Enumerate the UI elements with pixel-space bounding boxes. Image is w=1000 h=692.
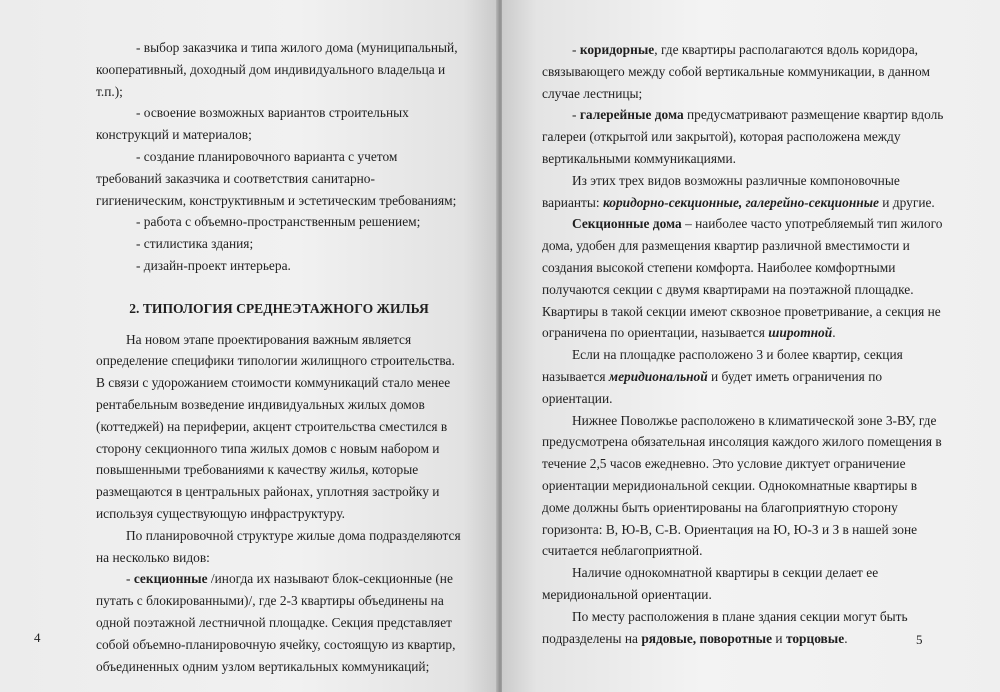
list-dash: - xyxy=(572,42,580,57)
list-item: - выбор заказчика и типа жилого дома (муниципальный, кооперативный, доходный дом индивидуального владельца и т.п.); xyxy=(96,40,458,99)
text: и xyxy=(772,630,786,646)
paragraph xyxy=(542,213,948,344)
left-page-body xyxy=(96,37,462,677)
paragraph xyxy=(542,344,948,409)
term-bold-italic: меридиональной xyxy=(608,368,708,384)
text: По месту расположения в плане здания секции могут быть подразделены на xyxy=(542,608,908,646)
paragraph: Наличие однокомнатной квартиры в секции делает ее меридиональной ориентации. xyxy=(542,565,879,602)
text: и будет иметь ограничения по ориентации. xyxy=(542,368,883,406)
paragraph: Нижнее Поволжье расположено в климатической зоне 3-ВУ, где предусмотрена обязательная инсоляция каждого жилого помещения в течение 2,5 часов ежедневно. Это условие диктует ограничение ориентации меридиональной секции. Однокомнатные квартиры в доме должны быть ориентированы на благоприятную сторону горизонта: В, Ю-В, С-В. Ориентация на Ю, Ю-З и З в нашей зоне считается неблагоприятной. xyxy=(542,412,942,559)
list-item-corridor xyxy=(542,39,948,104)
right-page xyxy=(502,0,1000,692)
paragraph xyxy=(542,606,948,650)
list-item-text: предусматривают размещение квартир вдоль галереи (открытой или закрытой), которая расположена между вертикальными коммуникациями. xyxy=(542,107,944,166)
term-bold: рядовые, поворотные xyxy=(641,630,773,646)
paragraph: На новом этапе проектирования важным является определение специфики типологии жилищного строительства. В связи с удорожанием стоимости коммуникаций стало менее рентабельным возведение индивидуальных жилых домов (коттеджей) на периферии, акцент строительства сместился в сторону секционного типа жилых домов с новым набором и повышенными требованиями к качеству жилья, которые размещаются в центральных районах, уплотняя застройку и используя существующую инфраструктуру. xyxy=(96,331,455,521)
paragraph: По планировочной структуре жилые дома подразделяются на несколько видов: xyxy=(96,527,461,565)
list-item: - работа с объемно-пространственным решением; xyxy=(136,214,421,230)
text: . xyxy=(844,630,848,646)
left-page xyxy=(0,0,498,692)
section-heading: 2. ТИПОЛОГИЯ СРЕДНЕЭТАЖНОГО ЖИЛЬЯ xyxy=(129,300,429,316)
paragraph xyxy=(542,170,948,214)
term-bold: торцовые xyxy=(785,630,845,646)
text: Из этих трех видов возможны различные компоновочные варианты: xyxy=(542,172,900,210)
list-dash: - xyxy=(126,571,134,587)
page-number: 5 xyxy=(916,632,923,647)
list-dash: - xyxy=(572,107,580,123)
text: – наиболее часто употребляемый тип жилого дома, удобен для размещения квартир различной вместимости и создания высокой степени комфорта. Наиболее комфортными получаются секции с двумя квартирами на поэтажной площадке. Квартиры в такой секции имеют сквозное проветривание, а секция не ограничена по ориентации, называется xyxy=(542,216,943,341)
page-number: 4 xyxy=(34,630,41,645)
list-item-gallery xyxy=(542,104,948,169)
term-bold-italic: широтной xyxy=(768,325,833,341)
text: Если на площадке расположено 3 и более квартир, секция называется xyxy=(542,347,903,384)
text: и другие. xyxy=(878,194,935,210)
list-item: - освоение возможных вариантов строительных конструкций и материалов; xyxy=(96,105,409,143)
right-page-body xyxy=(542,39,948,649)
term-bold: коридорные xyxy=(579,42,655,57)
list-item-text: , где квартиры располагаются вдоль коридора, связывающего между собой вертикальные коммуникации, в данном случае лестницы; xyxy=(542,42,930,101)
term-bold: Секционные дома xyxy=(572,216,682,232)
term-bold-italic: коридорно-секционные, галерейно-секционные xyxy=(602,194,879,210)
list-item: - стилистика здания; xyxy=(136,236,254,252)
term-bold: секционные xyxy=(133,571,208,587)
list-item-text: /иногда их называют блок-секционные (не путать с блокированными)/, где 2-3 квартиры объединены на одной поэтажной лестничной площадке. Секция представляет собой объемно-планировочную ячейку, состоящую из квартир, объединенных одним узлом вертикальных коммуникаций; xyxy=(96,571,456,674)
term-bold: галерейные дома xyxy=(579,107,684,123)
list-item-sectional xyxy=(96,568,462,677)
text: . xyxy=(832,325,836,341)
list-item: - дизайн-проект интерьера. xyxy=(136,257,291,273)
list-item: - создание планировочного варианта с учетом требований заказчика и соответствия санитарно-гигиеническим, конструктивным и эстетическим требованиям; xyxy=(96,148,457,208)
